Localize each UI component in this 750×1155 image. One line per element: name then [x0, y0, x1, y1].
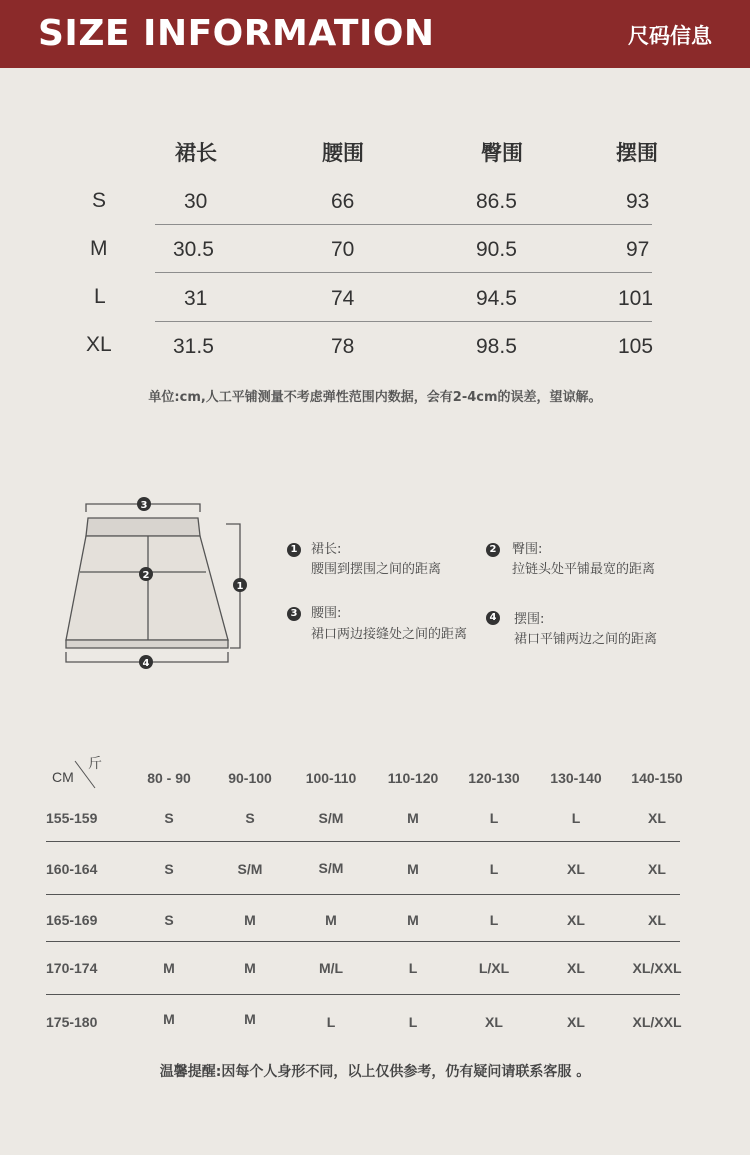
- size-cell: XL: [567, 1014, 585, 1030]
- weight-header: 90-100: [228, 770, 272, 786]
- size-cell: L/XL: [478, 960, 510, 976]
- size-cell: XL/XXL: [632, 960, 682, 976]
- table-cell: 101: [618, 287, 654, 310]
- weight-header: 110-120: [387, 770, 439, 786]
- size-cell: L: [408, 960, 418, 976]
- table-cell: 66: [331, 190, 355, 213]
- table-cell: 90.5: [476, 238, 517, 261]
- legend-title-length: 裙长:: [311, 542, 342, 557]
- row-divider: [46, 894, 680, 895]
- size-cell: L: [489, 810, 499, 826]
- table-cell: 70: [331, 238, 355, 261]
- row-divider: [46, 941, 680, 942]
- height-label: 160-164: [46, 861, 98, 877]
- page-title: SIZE INFORMATION: [38, 13, 435, 54]
- size-label: M: [90, 237, 108, 260]
- table-cell: 31: [184, 287, 208, 310]
- table-cell: 78: [331, 335, 355, 358]
- size-cell: L: [326, 1014, 336, 1030]
- corner-weight-label: 斤: [88, 755, 102, 771]
- col-header-waist: 腰围: [322, 141, 364, 165]
- size-cell: XL: [648, 810, 666, 826]
- height-label: 170-174: [46, 960, 98, 976]
- size-cell: M: [163, 1011, 175, 1027]
- corner-diagonal: [74, 760, 96, 790]
- page-title-cn: 尺码信息: [628, 24, 712, 48]
- size-cell: XL: [648, 861, 666, 877]
- col-header-length: 裙长: [175, 141, 217, 165]
- table-cell: 93: [626, 190, 650, 213]
- size-cell: S: [164, 861, 174, 877]
- skirt-diagram: [58, 490, 258, 675]
- marker-4-label: 4: [142, 658, 150, 669]
- size-label: S: [92, 189, 107, 212]
- size-cell: M/L: [318, 960, 344, 976]
- size-cell: S/M: [237, 861, 263, 877]
- corner-height-label: CM: [52, 769, 74, 785]
- legend-num-4: 4: [486, 611, 500, 625]
- size-cell: M: [163, 960, 175, 976]
- legend-title-hip: 臀围:: [512, 542, 543, 557]
- height-label: 175-180: [46, 1014, 98, 1030]
- size-label: L: [94, 285, 106, 308]
- legend-title-waist: 腰围:: [311, 606, 342, 621]
- legend-desc-hem: 裙口平铺两边之间的距离: [514, 632, 658, 647]
- size-cell: M: [407, 912, 419, 928]
- weight-header: 140-150: [631, 770, 683, 786]
- legend-num-2: 2: [486, 543, 500, 557]
- row-divider: [155, 321, 652, 322]
- size-cell: XL/XXL: [632, 1014, 682, 1030]
- row-divider: [46, 841, 680, 842]
- size-cell: S: [164, 912, 174, 928]
- size-cell: S: [164, 810, 174, 826]
- weight-header: 80 - 90: [147, 770, 191, 786]
- legend-desc-hip: 拉链头处平铺最宽的距离: [512, 562, 656, 577]
- table-cell: 74: [331, 287, 355, 310]
- weight-header: 120-130: [468, 770, 520, 786]
- row-divider: [155, 224, 652, 225]
- size-cell: XL: [567, 960, 585, 976]
- table-cell: 98.5: [476, 335, 517, 358]
- size-cell: L: [571, 810, 581, 826]
- size-cell: M: [407, 810, 419, 826]
- height-label: 165-169: [46, 912, 98, 928]
- row-divider: [46, 994, 680, 995]
- legend-num-3: 3: [287, 607, 301, 621]
- height-label: 155-159: [46, 810, 98, 826]
- legend-desc-waist: 裙口两边接缝处之间的距离: [311, 627, 468, 642]
- size-cell: M: [244, 960, 256, 976]
- marker-1-label: 1: [236, 581, 244, 592]
- table-cell: 30: [184, 190, 208, 213]
- size-cell: L: [489, 912, 499, 928]
- col-header-hip: 臀围: [481, 141, 523, 165]
- table-cell: 86.5: [476, 190, 517, 213]
- table-cell: 31.5: [173, 335, 214, 358]
- size-cell: S/M: [318, 860, 344, 876]
- col-header-hem: 摆围: [616, 141, 658, 165]
- size-cell: XL: [485, 1014, 503, 1030]
- reminder-note: 温馨提醒:因每个人身形不同，以上仅供参考，仍有疑问请联系客服 。: [159, 1064, 591, 1080]
- size-cell: XL: [567, 912, 585, 928]
- size-cell: M: [325, 912, 337, 928]
- legend-num-1: 1: [287, 543, 301, 557]
- weight-header: 130-140: [550, 770, 602, 786]
- size-cell: L: [489, 861, 499, 877]
- legend-desc-length: 腰围到摆围之间的距离: [311, 562, 442, 577]
- size-cell: M: [407, 861, 419, 877]
- size-cell: M: [244, 912, 256, 928]
- measurement-note: 单位:cm,人工平铺测量不考虑弹性范围内数据，会有2-4cm的误差，望谅解。: [148, 390, 602, 405]
- marker-2-label: 2: [142, 570, 150, 581]
- weight-header: 100-110: [305, 770, 357, 786]
- header-banner: [0, 0, 750, 68]
- table-cell: 105: [618, 335, 654, 358]
- table-cell: 94.5: [476, 287, 517, 310]
- legend-title-hem: 摆围:: [514, 612, 545, 627]
- table-cell: 30.5: [173, 238, 214, 261]
- table-cell: 97: [626, 238, 650, 261]
- size-cell: XL: [648, 912, 666, 928]
- size-cell: M: [244, 1011, 256, 1027]
- size-cell: XL: [567, 861, 585, 877]
- marker-3-label: 3: [140, 500, 148, 511]
- row-divider: [155, 272, 652, 273]
- size-cell: S: [245, 810, 255, 826]
- size-label: XL: [86, 333, 112, 356]
- size-cell: S/M: [318, 810, 344, 826]
- size-cell: L: [408, 1014, 418, 1030]
